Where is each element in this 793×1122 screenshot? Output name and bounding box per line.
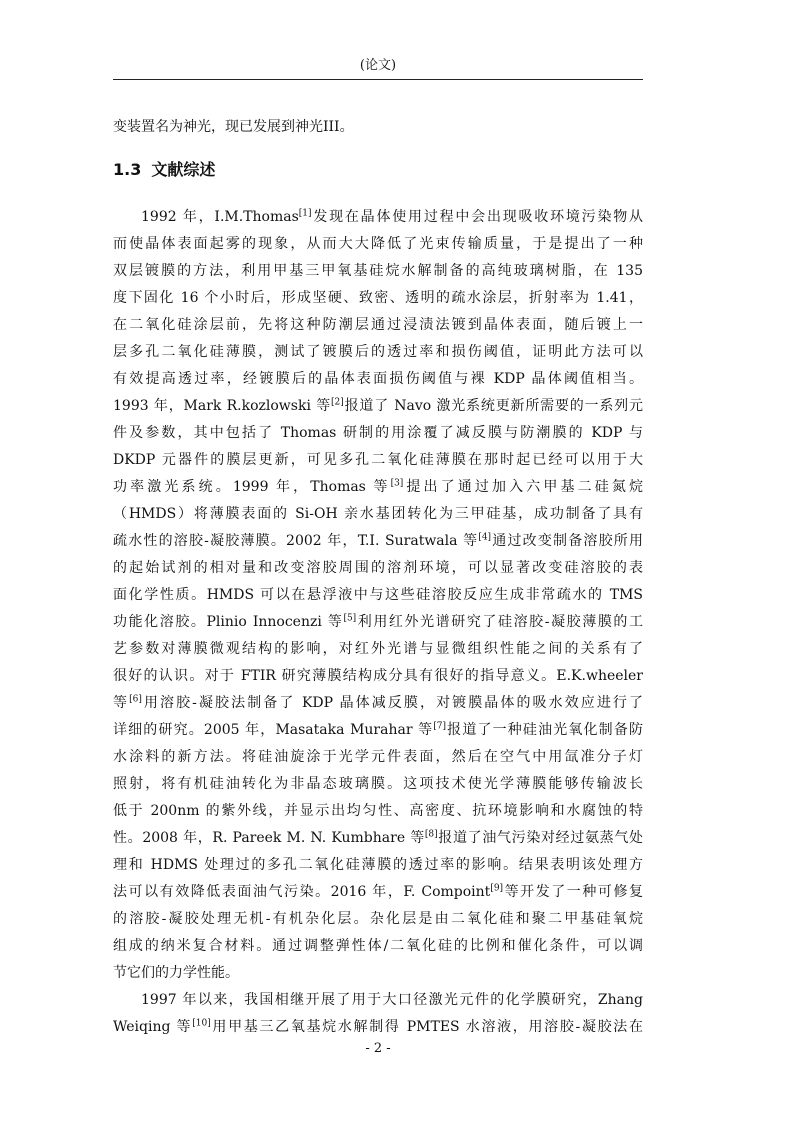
paragraph-line: （HMDS）将薄膜表面的 Si-OH 亲水基团转化为三甲硅基，成功制备了具有: [113, 506, 643, 522]
section-heading: [113, 158, 215, 182]
paragraph-line: 低于 200nm 的紫外线，并显示出均匀性、高密度、抗环境影响和水腐蚀的特: [113, 803, 643, 819]
paragraph-line: 层多孔二氧化硅薄膜，测试了镀膜后的透过率和损伤阈值，证明此方法可以: [113, 344, 643, 360]
paragraph-line: Weiqing 等[10]用甲基三乙氧基烷水解制得 PMTES 水溶液，用溶胶-凝胶法在: [113, 1018, 643, 1035]
paragraph-line: 功率激光系统。1999 年，Thomas 等[3]提出了通过加入六甲基二硅氮烷: [113, 478, 643, 495]
paragraph-line: 的溶胶-凝胶处理无机-有机杂化层。杂化层是由二氧化硅和聚二甲基硅氧烷: [113, 911, 643, 927]
citation-marker: [4]: [478, 532, 492, 543]
citation-marker: [10]: [192, 1018, 211, 1029]
paragraph-line: 有效提高透过率，经镀膜后的晶体表面损伤阈值与裸 KDP 晶体阈值相当。: [113, 371, 643, 387]
paragraph-line: 的起始试剂的相对量和改变溶胶周围的溶剂环境，可以显著改变硅溶胶的表: [113, 560, 643, 576]
citation-marker: [7]: [433, 721, 447, 732]
paragraph-line: 双层镀膜的方法，利用甲基三甲氧基硅烷水解制备的高纯玻璃树脂，在 135: [113, 263, 643, 279]
citation-marker: [2]: [331, 397, 344, 408]
paragraph-line: 1993 年，Mark R.kozlowski 等[2]报道了 Navo 激光系统更新所需要的一系列元: [113, 397, 643, 414]
paragraph-line: 节它们的力学性能。: [113, 965, 239, 981]
paragraph-line: 水涂料的新方法。将硅油旋涂于光学元件表面，然后在空气中用氙准分子灯: [113, 749, 643, 765]
paragraph-line: 组成的纳米复合材料。通过调整弹性体/二氧化硅的比例和催化条件，可以调: [113, 938, 643, 954]
paragraph-line: 性。2008 年，R. Pareek M. N. Kumbhare 等[8]报道了油气污染对经过氨蒸气处: [113, 829, 643, 846]
section-title: 文献综述: [151, 160, 216, 179]
paragraph-line: 件及参数，其中包括了 Thomas 研制的用涂覆了减反膜与防潮膜的 KDP 与: [113, 425, 643, 441]
page-number: - 2 -: [365, 1041, 391, 1056]
citation-marker: [1]: [298, 208, 312, 219]
paragraph-line: 面化学性质。HMDS 可以在悬浮液中与这些硅溶胶反应生成非常疏水的 TMS: [113, 587, 643, 603]
header-divider: [113, 79, 643, 80]
paragraph-line: 1997 年以来，我国相继开展了用于大口径激光元件的化学膜研究，Zhang: [141, 992, 643, 1008]
citation-marker: [3]: [390, 478, 404, 489]
running-header: (论文): [359, 58, 397, 73]
paragraph-line: 详细的研究。2005 年，Masataka Murahar 等[7]报道了一种硅油光氧化制备防: [113, 721, 643, 738]
paragraph-line: DKDP 元器件的膜层更新，可见多孔二氧化硅薄膜在那时起已经可以用于大: [113, 452, 643, 468]
paragraph-line: 照射，将有机硅油转化为非晶态玻璃膜。这项技术使光学薄膜能够传输波长: [113, 776, 643, 792]
paragraph-line: 理和 HDMS 处理过的多孔二氧化硅薄膜的透过率的影响。结果表明该处理方: [113, 857, 643, 873]
citation-marker: [5]: [343, 613, 357, 624]
paragraph-line: 而使晶体表面起雾的现象，从而大大降低了光束传输质量，于是提出了一种: [113, 236, 643, 252]
paragraph-line: 疏水性的溶胶-凝胶薄膜。2002 年，T.I. Suratwala 等[4]通过改变制备溶胶所用: [113, 532, 643, 549]
citation-marker: [8]: [424, 829, 438, 840]
paragraph-line: 功能化溶胶。Plinio Innocenzi 等[5]利用红外光谱研究了硅溶胶-凝胶薄膜的工: [113, 613, 643, 630]
paragraph-line: 等[6]用溶胶-凝胶法制备了 KDP 晶体减反膜，对镀膜晶体的吸水效应进行了: [113, 694, 644, 711]
paragraph-line: 法可以有效降低表面油气污染。2016 年，F. Compoint[9]等开发了一种可修复: [113, 883, 643, 900]
paragraph-line: 1992 年，I.M.Thomas[1]发现在晶体使用过程中会出现吸收环境污染物从: [141, 208, 644, 225]
citation-marker: [6]: [129, 694, 142, 705]
section-number: 1.3: [113, 160, 142, 179]
paragraph-line: 在二氧化硅涂层前，先将这种防潮层通过浸渍法镀到晶体表面，随后镀上一: [113, 317, 643, 333]
paragraph-line: 度下固化 16 个小时后，形成坚硬、致密、透明的疏水涂层，折射率为 1.41，: [113, 290, 643, 306]
citation-marker: [9]: [490, 883, 504, 894]
paragraph-line: 艺参数对薄膜微观结构的影响，对红外光谱与显微组织性能之间的关系有了: [113, 641, 643, 657]
paragraph-line: 很好的认识。对于 FTIR 研究薄膜结构成分具有很好的指导意义。E.K.wheeler: [113, 668, 643, 684]
intro-line: 变装置名为神光，现已发展到神光III。: [113, 119, 354, 135]
